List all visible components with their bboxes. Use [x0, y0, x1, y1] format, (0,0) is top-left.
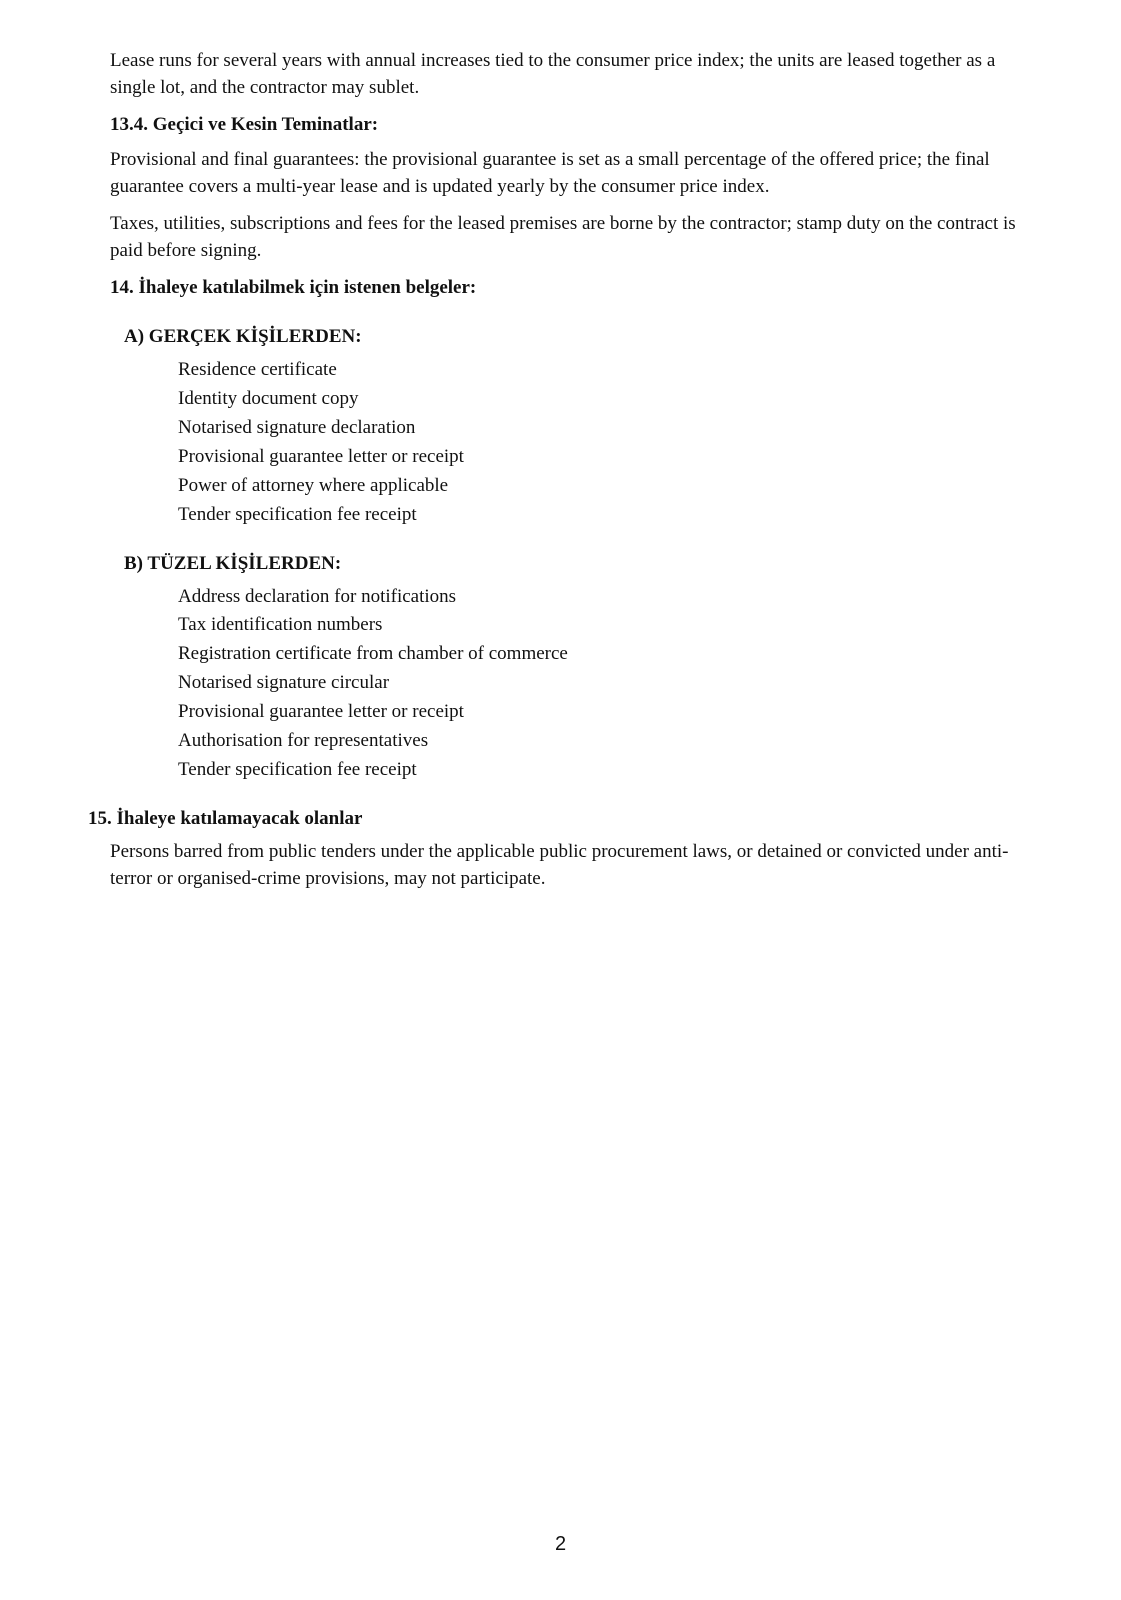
page-number: 2 — [554, 1533, 567, 1555]
list-item: Tender specification fee receipt — [178, 503, 417, 525]
list-item: Identity document copy — [178, 387, 359, 409]
list-item: Provisional guarantee letter or receipt — [178, 701, 464, 723]
list-item: Authorisation for representatives — [178, 730, 429, 752]
section-15-heading: 15. İhaleye katılamayacak olanlar — [88, 808, 363, 830]
list-item: Notarised signature circular — [178, 672, 390, 694]
list-item: Residence certificate — [178, 358, 337, 380]
section-13-4-paragraph: Provisional and final guarantees: the provisional guarantee is set as a small percentage of the offered price; the final guarantee covers a multi-year lease and is updated yearly by the consumer price index. — [110, 148, 990, 197]
list-item: Power of attorney where applicable — [178, 474, 449, 496]
group-a-title: A) GERÇEK KİŞİLERDEN: — [124, 325, 362, 347]
group-b-list — [80, 584, 1041, 785]
list-item: Tax identification numbers — [178, 614, 383, 636]
list-item: Registration certificate from chamber of commerce — [178, 643, 568, 665]
lease-terms-paragraph: Lease runs for several years with annual increases tied to the consumer price index; the units are leased together as a single lot, and the contractor may sublet. — [110, 50, 996, 98]
section-14-heading: 14. İhaleye katılabilmek için istenen belgeler: — [110, 276, 477, 298]
list-item: Tender specification fee receipt — [178, 759, 417, 781]
group-a-list — [80, 357, 1041, 529]
list-item: Address declaration for notifications — [178, 585, 457, 607]
costs-paragraph: Taxes, utilities, subscriptions and fees for the leased premises are borne by the contractor; stamp duty on the contract is paid before signing. — [110, 212, 1016, 261]
list-item: Notarised signature declaration — [178, 416, 416, 438]
group-b-title: B) TÜZEL KİŞİLERDEN: — [124, 552, 342, 574]
section-13-4-heading: 13.4. Geçici ve Kesin Teminatlar: — [110, 113, 379, 135]
section-15-paragraph: Persons barred from public tenders under the applicable public procurement laws, or detained or convicted under anti-terror or organised-crime provisions, may not participate. — [110, 841, 1009, 890]
list-item: Provisional guarantee letter or receipt — [178, 445, 464, 467]
